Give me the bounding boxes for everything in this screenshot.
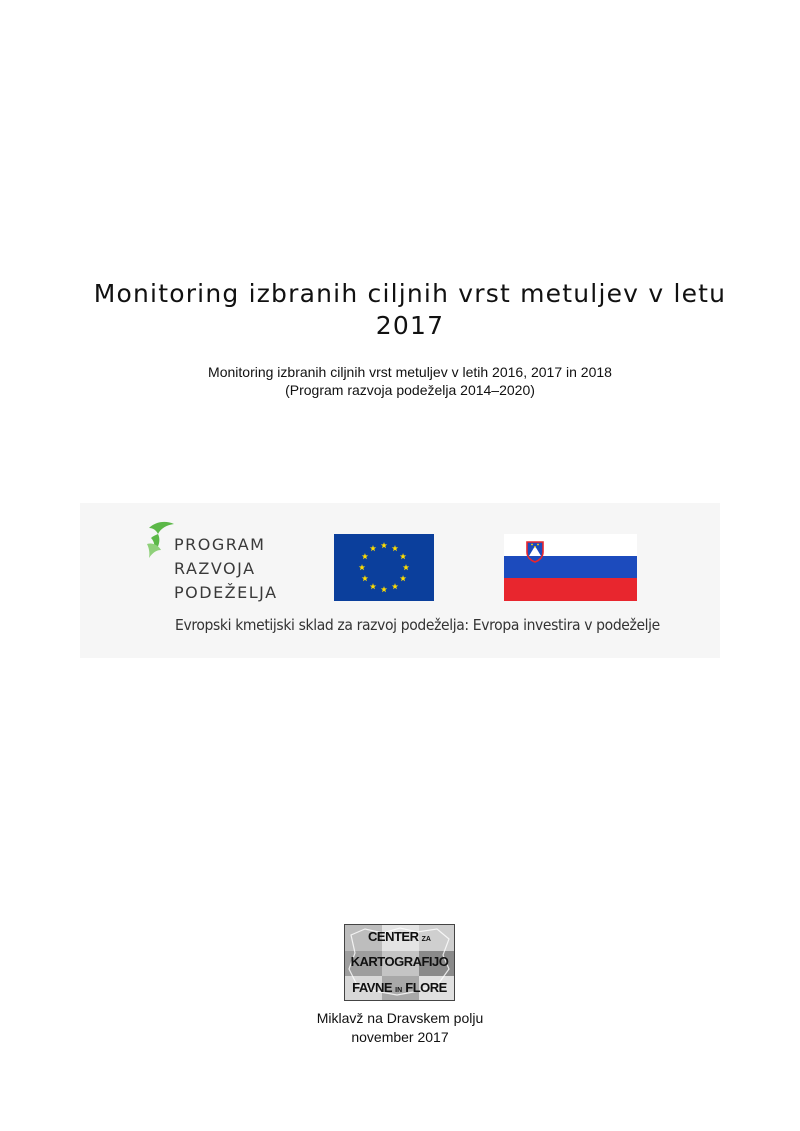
eu-star-icon <box>403 564 409 570</box>
flag-stripe-red <box>504 578 637 601</box>
flag-stripe-blue <box>504 556 637 579</box>
prp-line-3: PODEŽELJA <box>174 583 278 602</box>
prp-line-2: RAZVOJA <box>174 559 256 578</box>
ckff-in-text: IN <box>395 987 403 994</box>
prp-line-1: PROGRAM <box>174 535 266 554</box>
subtitle-line-1: Monitoring izbranih ciljnih vrst metuljev v letih 2016, 2017 in 2018 <box>208 364 612 380</box>
slovenia-coat-of-arms-icon <box>526 541 544 563</box>
eu-star-icon <box>362 553 368 559</box>
program-razvoja-podezelja-logo <box>145 520 295 610</box>
swallow-bird-icon <box>145 520 175 565</box>
ckff-favne-text: FAVNE <box>352 980 393 995</box>
title-line-2: 2017 <box>375 311 445 340</box>
ckff-logo <box>344 924 455 1001</box>
eu-star-icon <box>362 575 368 581</box>
document-footer <box>200 1009 600 1047</box>
document-subtitle <box>60 363 760 399</box>
eu-star-icon <box>359 564 365 570</box>
eu-star-icon <box>370 545 376 551</box>
title-line-1: Monitoring izbranih ciljnih vrst metuljev v letu <box>93 279 727 308</box>
flag-stripe-white <box>504 534 637 557</box>
ckff-line-1 <box>345 929 454 944</box>
eu-star-icon <box>392 545 398 551</box>
eafrd-caption: Evropski kmetijski sklad za razvoj podeželja: Evropa investira v podeželje <box>175 616 660 634</box>
eu-flag-icon <box>334 534 434 601</box>
eu-star-icon <box>392 583 398 589</box>
footer-date: november 2017 <box>351 1029 449 1045</box>
subtitle-line-2: (Program razvoja podeželja 2014–2020) <box>285 382 535 398</box>
eu-star-icon <box>400 553 406 559</box>
ckff-line-3 <box>345 980 454 995</box>
eu-star-icon <box>381 586 387 592</box>
eu-star-icon <box>370 583 376 589</box>
slovenia-flag-icon <box>504 534 637 601</box>
eu-star-icon <box>400 575 406 581</box>
prp-wordmark <box>174 533 278 605</box>
footer-place: Miklavž na Dravskem polju <box>316 1010 484 1026</box>
ckff-za-text: ZA <box>421 936 431 943</box>
ckff-line-2: KARTOGRAFIJO <box>350 954 449 969</box>
ckff-center-text: CENTER <box>368 929 419 944</box>
eu-star-icon <box>381 542 387 548</box>
ckff-flore-text: FLORE <box>405 980 447 995</box>
document-title <box>60 278 760 342</box>
